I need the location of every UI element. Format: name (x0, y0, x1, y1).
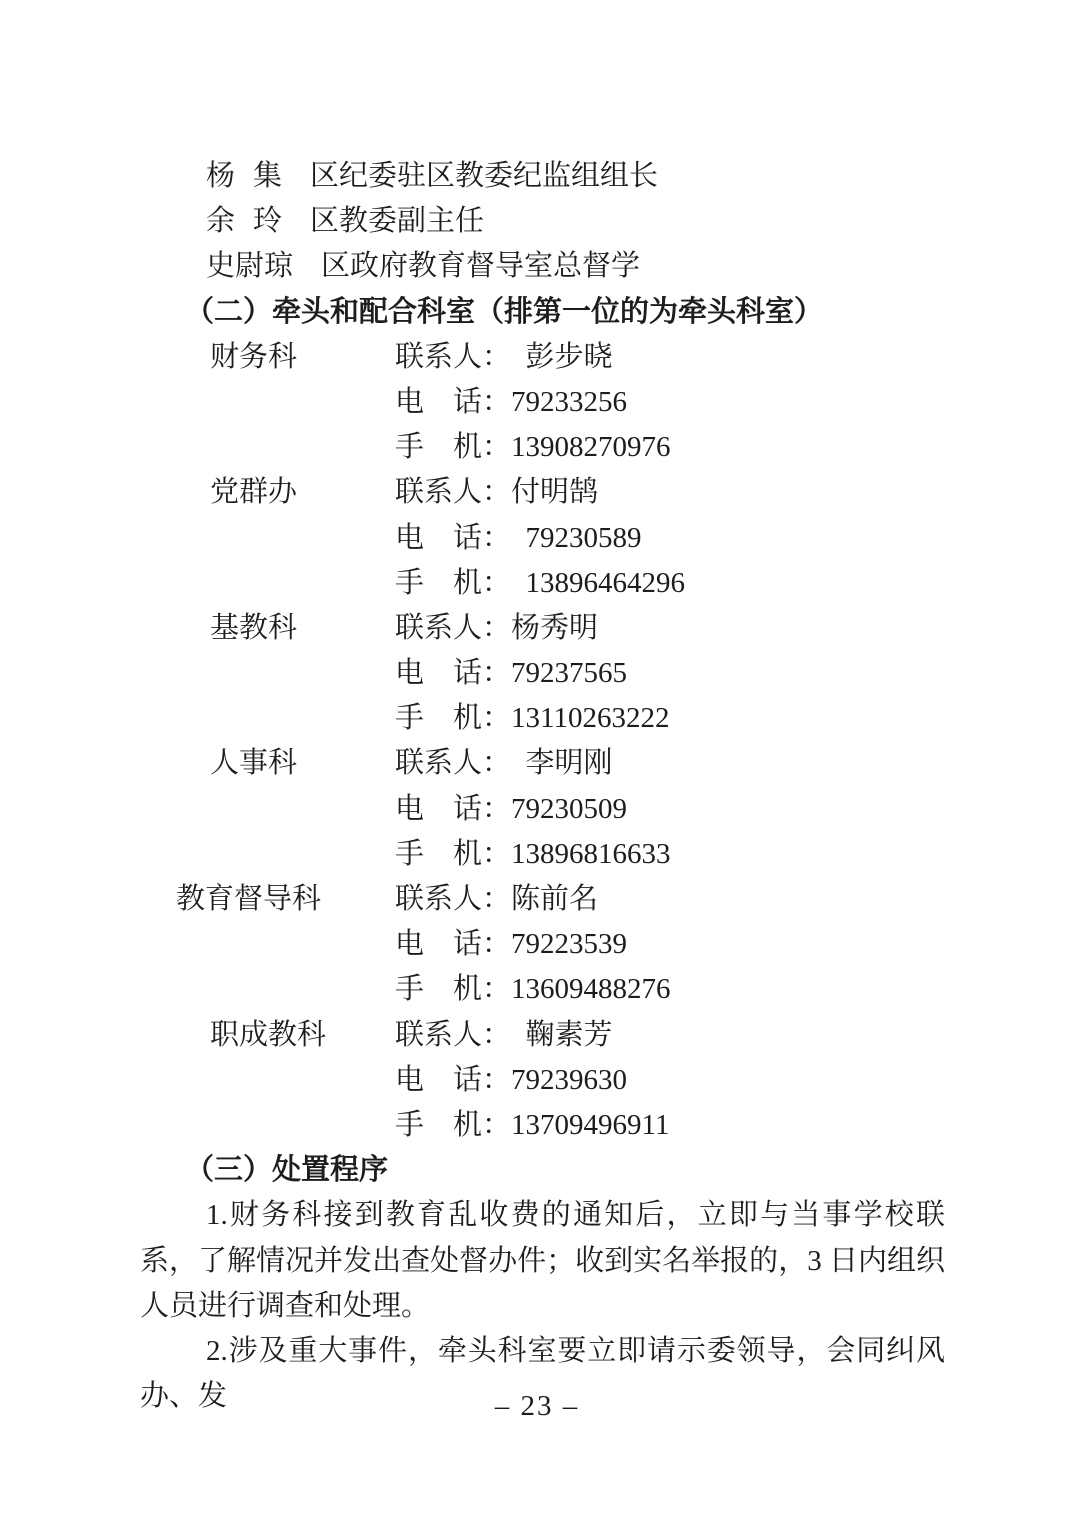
document-body (140, 154, 945, 1419)
contact-row (140, 922, 945, 967)
mobile-number: 13609488276 (511, 973, 671, 1006)
contact-row (140, 561, 945, 606)
leader-line (140, 154, 945, 199)
field-label: 电 话： (395, 928, 512, 961)
mobile-number: 13709496911 (511, 1108, 670, 1141)
contact-row (140, 425, 945, 470)
contact-person: 杨秀明 (511, 611, 599, 644)
field-label: 手 机： (395, 1108, 512, 1141)
phone-number: 79223539 (511, 928, 628, 961)
field-label: 手 机： (395, 837, 512, 870)
mobile-number: 13908270976 (511, 431, 671, 464)
department-label: 财务科 (210, 340, 298, 373)
contact-row (140, 1013, 945, 1058)
contact-person: 鞠素芳 (496, 1018, 613, 1051)
phone-number: 79237565 (511, 657, 628, 690)
contact-person: 陈前名 (511, 883, 599, 915)
phone-number: 79230589 (496, 521, 642, 554)
field-label: 电 话： (395, 657, 512, 690)
phone-number: 79230509 (511, 792, 628, 825)
contact-person: 彭步晓 (496, 340, 613, 373)
contact-row (140, 651, 945, 696)
mobile-number: 13110263222 (511, 702, 670, 735)
field-label: 联系人： (395, 476, 512, 509)
section-2-heading: （二）牵头和配合科室（排第一位的为牵头科室） (185, 295, 824, 328)
contact-row (140, 787, 945, 832)
leader-line (140, 244, 945, 289)
field-label: 手 机： (395, 431, 512, 464)
department-label: 党群办 (210, 476, 298, 509)
field-label: 手 机： (395, 566, 497, 599)
field-label: 电 话： (395, 521, 497, 554)
field-label: 联系人： (395, 340, 497, 373)
field-label: 联系人： (395, 1018, 497, 1051)
leader-name: 余玲 (206, 205, 282, 238)
field-label: 手 机： (395, 973, 512, 1006)
contact-person: 付明鹄 (511, 476, 599, 509)
department-label: 教育督导科 (176, 883, 322, 915)
contact-row (140, 877, 945, 922)
field-label: 联系人： (395, 883, 512, 915)
field-label: 电 话： (395, 385, 512, 418)
field-label: 联系人： (395, 611, 512, 644)
contact-row (140, 1103, 945, 1148)
phone-number: 79233256 (511, 385, 628, 418)
contact-row (140, 696, 945, 741)
contact-row (140, 1058, 945, 1103)
field-label: 电 话： (395, 1063, 512, 1096)
contact-row (140, 832, 945, 877)
mobile-number: 13896464296 (496, 566, 686, 599)
contact-row (140, 967, 945, 1012)
contact-row (140, 470, 945, 515)
contact-row (140, 335, 945, 380)
leader-title: 区纪委驻区教委纪监组组长 (310, 160, 659, 192)
section-3-heading: （三）处置程序 (185, 1154, 389, 1187)
leader-title: 区教委副主任 (310, 205, 485, 238)
contact-row (140, 516, 945, 561)
department-label: 人事科 (210, 747, 298, 780)
field-label: 联系人： (395, 747, 497, 780)
phone-number: 79239630 (511, 1063, 628, 1096)
field-label: 手 机： (395, 702, 512, 735)
department-label: 职成教科 (210, 1018, 327, 1051)
leader-name: 史尉琼 (206, 250, 294, 283)
mobile-number: 13896816633 (511, 837, 671, 870)
contact-row (140, 606, 945, 651)
leader-title: 区政府教育督导室总督学 (321, 250, 641, 283)
procedure-paragraph-2: 2.涉及重大事件，牵头科室要立即请示委领导，会同纠风办、发 (140, 1334, 945, 1413)
procedure-paragraph-1: 1.财务科接到教育乱收费的通知后，立即与当事学校联系，了解情况并发出查处督办件；收到实名举报的，3 日内组织人员进行调查和处理。 (140, 1199, 945, 1322)
contact-person: 李明刚 (496, 747, 613, 780)
contact-row (140, 380, 945, 425)
page-number: – 23 – (494, 1390, 580, 1422)
field-label: 电 话： (395, 792, 512, 825)
leader-name: 杨集 (206, 160, 282, 192)
leader-line (140, 199, 945, 244)
department-label: 基教科 (210, 611, 298, 644)
contact-row (140, 741, 945, 786)
